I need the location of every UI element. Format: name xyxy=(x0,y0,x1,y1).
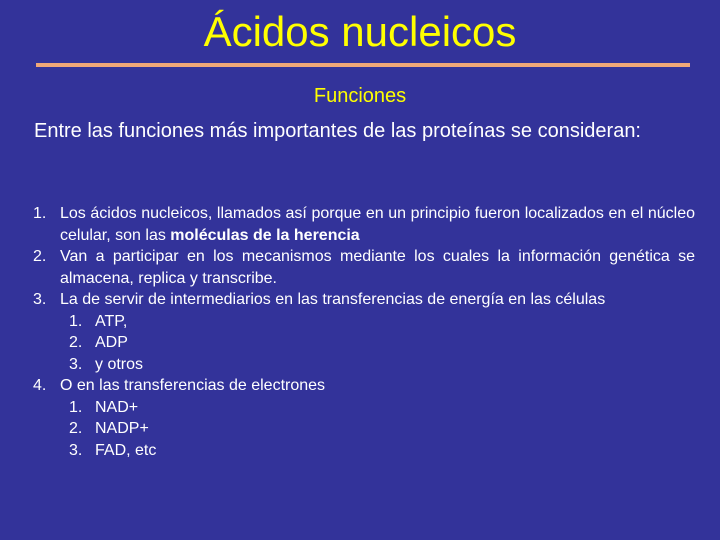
sub-list-item-number: 2. xyxy=(69,334,83,351)
list-item-text: O en las transferencias de electrones xyxy=(60,377,326,394)
sub-list-item xyxy=(33,311,695,333)
slide-title: Ácidos nucleicos xyxy=(203,8,517,55)
sub-list-item-text: ADP xyxy=(95,334,128,351)
sub-list-item-number: 3. xyxy=(69,441,83,459)
sub-list-item-number: 2. xyxy=(69,420,83,437)
sub-list-item-text: y otros xyxy=(95,355,144,373)
list-item-text: La de servir de intermediarios en las transferencias de energía en las células xyxy=(60,291,606,308)
sub-list-item-number: 1. xyxy=(69,398,83,416)
sub-list-item xyxy=(33,397,695,419)
sub-list-item-text: FAD, etc xyxy=(95,441,157,459)
list-item-number: 4. xyxy=(33,377,47,394)
sub-list-item xyxy=(33,354,695,376)
sub-list-item-number: 3. xyxy=(69,355,83,373)
list-item-text: Van a participar en los mecanismos mediante los cuales la información genética se almacena, replica y transcribe. xyxy=(60,248,695,287)
slide-subtitle: Funciones xyxy=(313,85,407,107)
list-item-text-regular: Los ácidos nucleicos, llamados así porque en un principio fueron localizados en el núcleo celular, son las xyxy=(60,205,695,244)
sub-list-item xyxy=(33,440,695,462)
list-item xyxy=(33,375,695,397)
sub-list-item xyxy=(33,332,695,354)
intro-paragraph: Entre las funciones más importantes de las proteínas se consideran: xyxy=(34,120,641,142)
list-item-number: 3. xyxy=(33,291,47,308)
list-item xyxy=(33,203,695,246)
list-item-number: 1. xyxy=(33,205,47,222)
list-item-number: 2. xyxy=(33,248,47,265)
list-item xyxy=(33,289,695,311)
list-item-text xyxy=(60,203,695,246)
sub-list-item-number: 1. xyxy=(69,312,83,330)
functions-list xyxy=(33,203,695,461)
sub-list-item-text: ATP, xyxy=(95,312,128,330)
sub-list-item xyxy=(33,418,695,440)
list-item xyxy=(33,246,695,289)
sub-list-item-text: NAD+ xyxy=(95,398,139,416)
list-item-text-bold: moléculas de la herencia xyxy=(170,226,360,244)
sub-list-item-text: NADP+ xyxy=(95,420,149,437)
title-underline xyxy=(36,63,690,67)
